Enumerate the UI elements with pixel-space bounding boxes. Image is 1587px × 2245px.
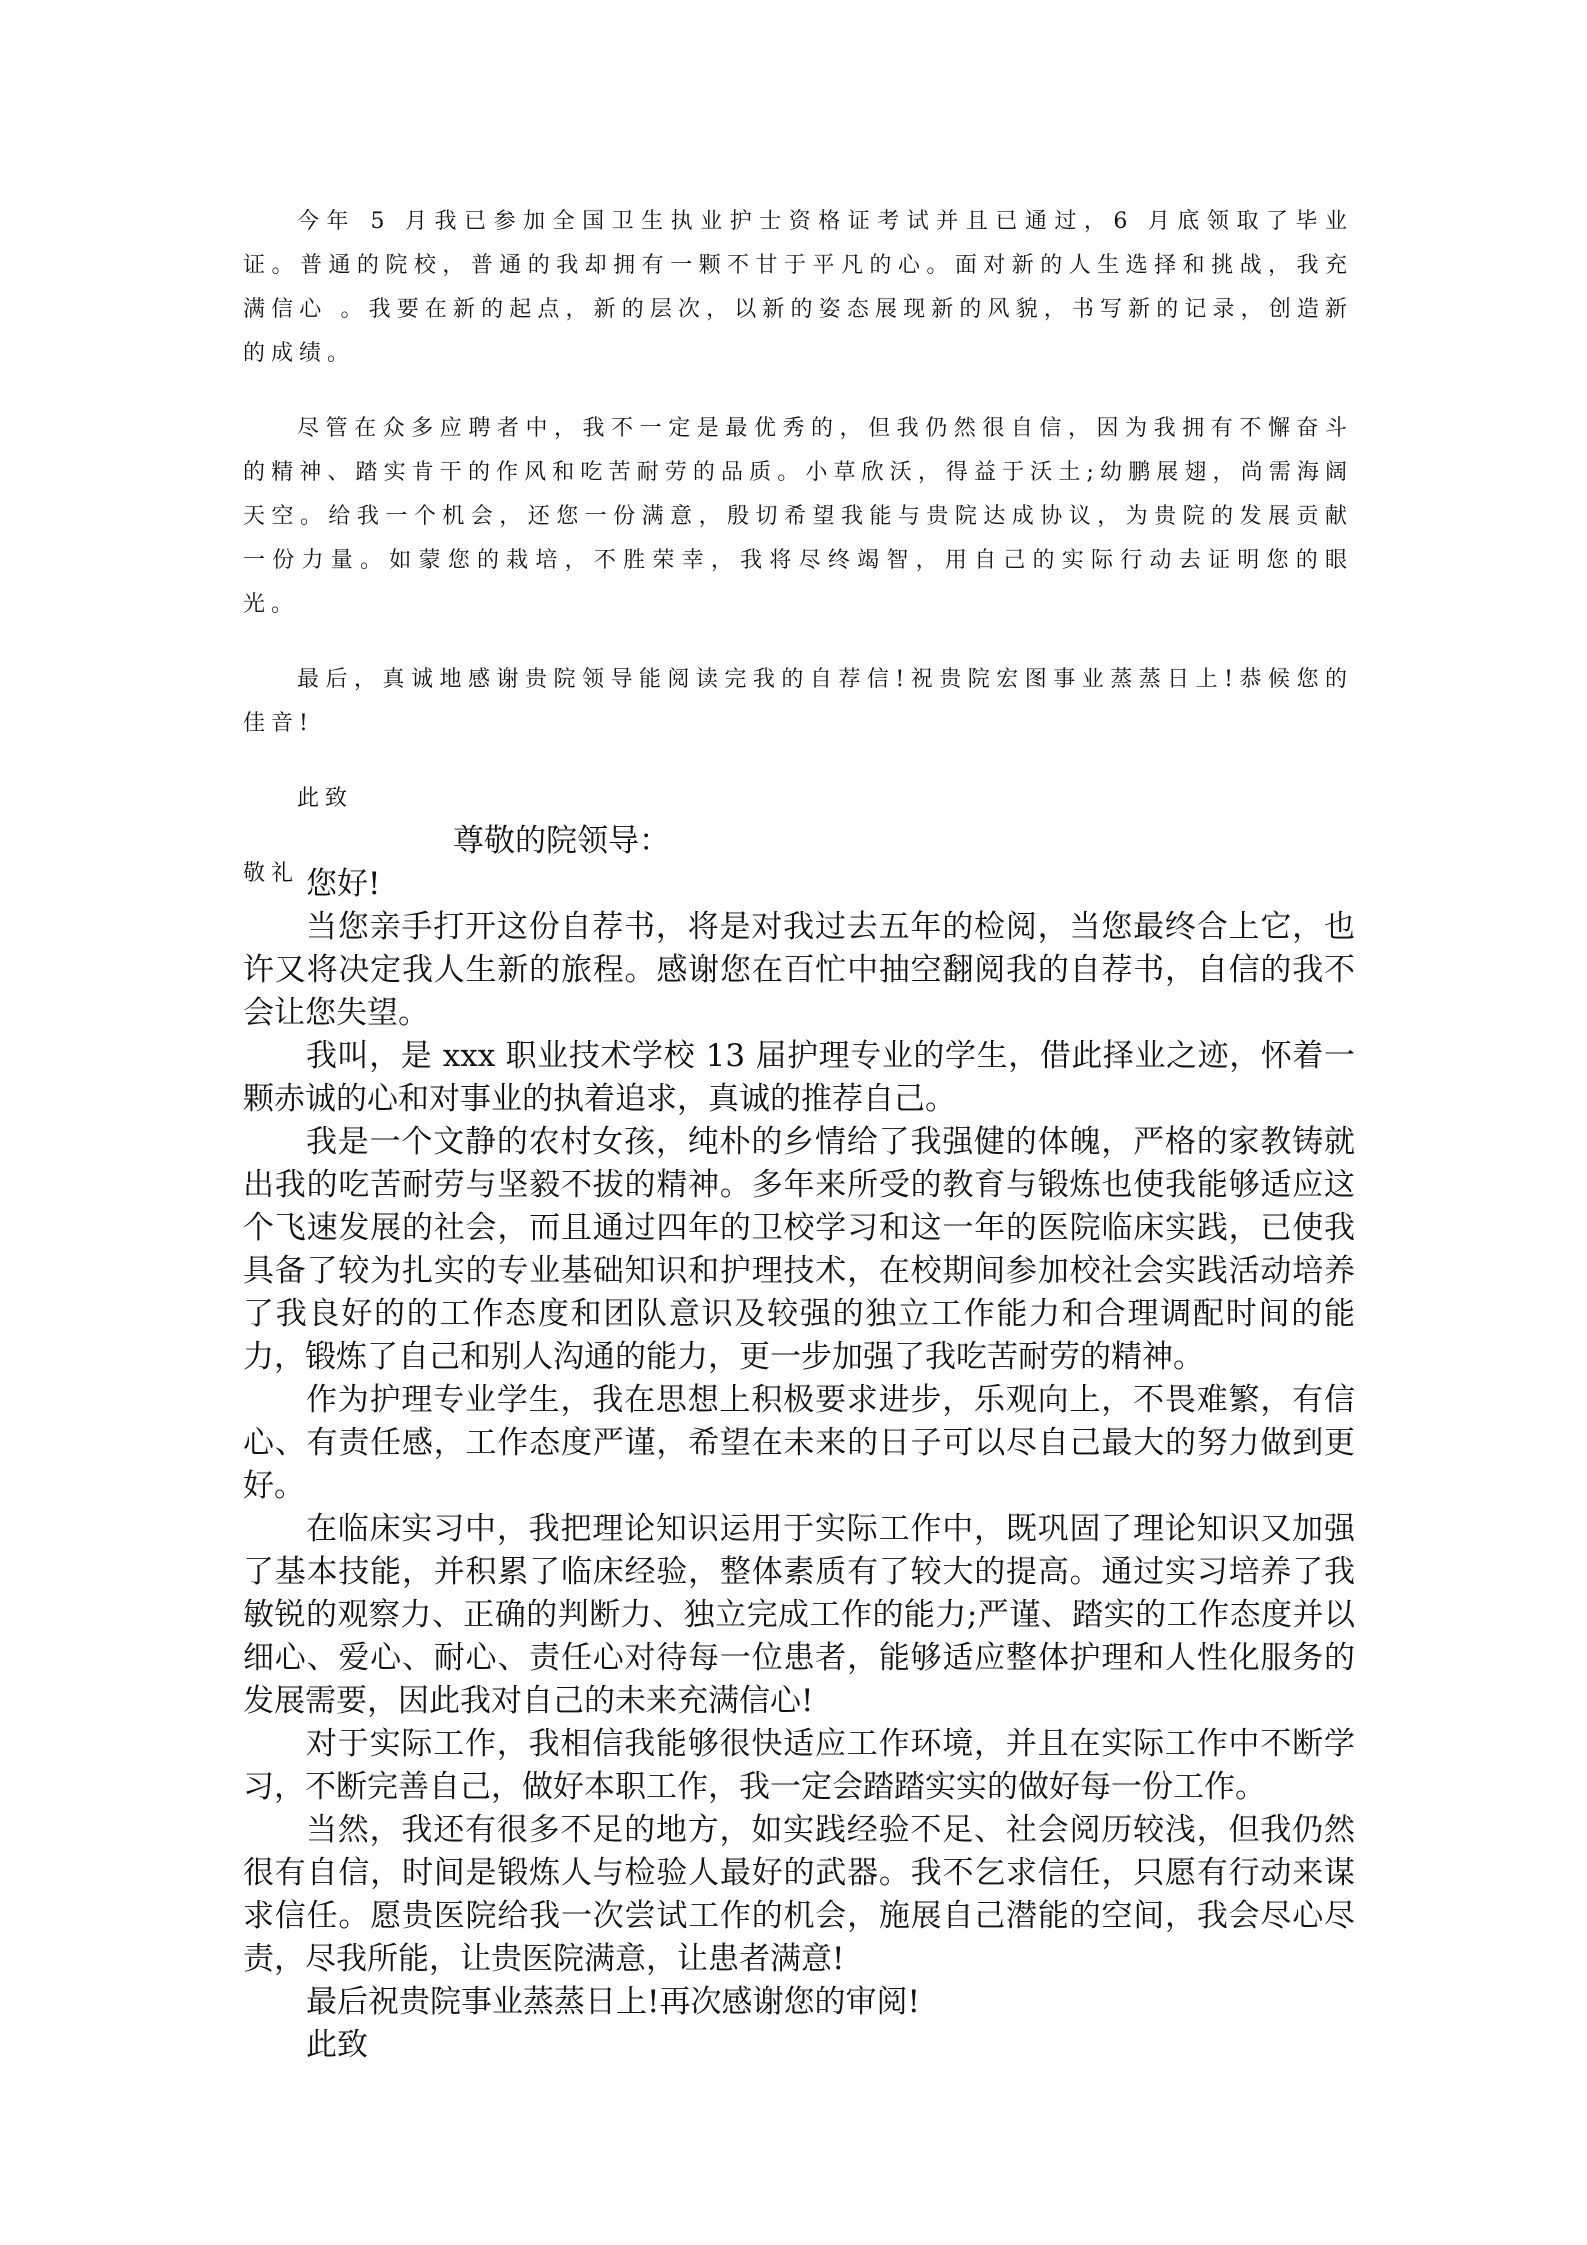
letter2-paragraph: 最后祝贵院事业蒸蒸日上!再次感谢您的审阅! (306, 1984, 920, 2020)
letter2-paragraph: 在临床实习中，我把理论知识运用于实际工作中，既巩固了理论知识又加强了基本技能，并积累了临床经验，整体素质有了较大的提高。通过实习培养了我敏锐的观察力、正确的判断力、独立完成工作的能力;严谨、踏实的工作态度并以细心、爱心、耐心、责任心对待每一位患者，能够适应整体护理和人性化服务的发展需要，因此我对自己的未来充满信心! (243, 1511, 1355, 1719)
letter-section-1 (243, 200, 1353, 896)
letter2-paragraph: 当然，我还有很多不足的地方，如实践经验不足、社会阅历较浅，但我仍然很有自信，时间是锻炼人与检验人最好的武器。我不乞求信任，只愿有行动来谋求信任。愿贵医院给我一次尝试工作的机会，施展自己潜能的空间，我会尽心尽责，尽我所能，让贵医院满意，让患者满意! (243, 1812, 1355, 1977)
letter2-paragraph: 我叫，是 xxx 职业技术学校 13 届护理专业的学生，借此择业之迹，怀着一颗赤诚的心和对事业的执着追求，真诚的推荐自己。 (243, 1038, 1355, 1117)
letter2-paragraph: 对于实际工作，我相信我能够很快适应工作环境，并且在实际工作中不断学习，不断完善自己，做好本职工作，我一定会踏踏实实的做好每一份工作。 (243, 1726, 1355, 1805)
letter2-paragraph: 我是一个文静的农村女孩，纯朴的乡情给了我强健的体魄，严格的家教铸就出我的吃苦耐劳与坚毅不拔的精神。多年来所受的教育与锻炼也使我能够适应这个飞速发展的社会，而且通过四年的卫校学习和这一年的医院临床实践，已使我具备了较为扎实的专业基础知识和护理技术，在校期间参加校社会实践活动培养了我良好的的工作态度和团队意识及较强的独立工作能力和合理调配时间的能力，锻炼了自己和别人沟通的能力，更一步加强了我吃苦耐劳的精神。 (243, 1124, 1355, 1375)
letter1-paragraph-3: 最后，真诚地感谢贵院领导能阅读完我的自荐信!祝贵院宏图事业蒸蒸日上!恭候您的佳音! (243, 667, 1353, 736)
letter-section-2 (243, 820, 1355, 2067)
letter1-paragraph-1: 今年 5 月我已参加全国卫生执业护士资格证考试并且已通过，6 月底领取了毕业证。普通的院校，普通的我却拥有一颗不甘于平凡的心。面对新的人生选择和挑战，我充满信心 。我要在新的起点，新的层次，以新的姿态展现新的风貌，书写新的记录，创造新的成绩。 (243, 209, 1353, 366)
letter1-regards: 敬礼 (243, 861, 300, 886)
letter1-closing: 此致 (297, 786, 354, 811)
letter2-paragraph: 当您亲手打开这份自荐书，将是对我过去五年的检阅，当您最终合上它，也许又将决定我人生新的旅程。感谢您在百忙中抽空翻阅我的自荐书，自信的我不会让您失望。 (243, 909, 1355, 1031)
letter1-paragraph-2: 尽管在众多应聘者中，我不一定是最优秀的，但我仍然很自信，因为我拥有不懈奋斗的精神、踏实肯干的作风和吃苦耐劳的品质。小草欣沃，得益于沃土;幼鹏展翅，尚需海阔天空。给我一个机会，还您一份满意，殷切希望我能与贵院达成协议，为贵院的发展贡献一份力量。如蒙您的栽培，不胜荣幸，我将尽终竭智，用自己的实际行动去证明您的眼光。 (243, 416, 1353, 617)
letter2-salutation: 尊敬的院领导： (453, 823, 670, 859)
letter2-paragraph: 作为护理专业学生，我在思想上积极要求进步，乐观向上，不畏难繁，有信心、有责任感，工作态度严谨，希望在未来的日子可以尽自己最大的努力做到更好。 (243, 1382, 1355, 1504)
letter2-closing: 此致 (306, 2027, 368, 2063)
letter2-hello: 您好! (306, 866, 381, 902)
